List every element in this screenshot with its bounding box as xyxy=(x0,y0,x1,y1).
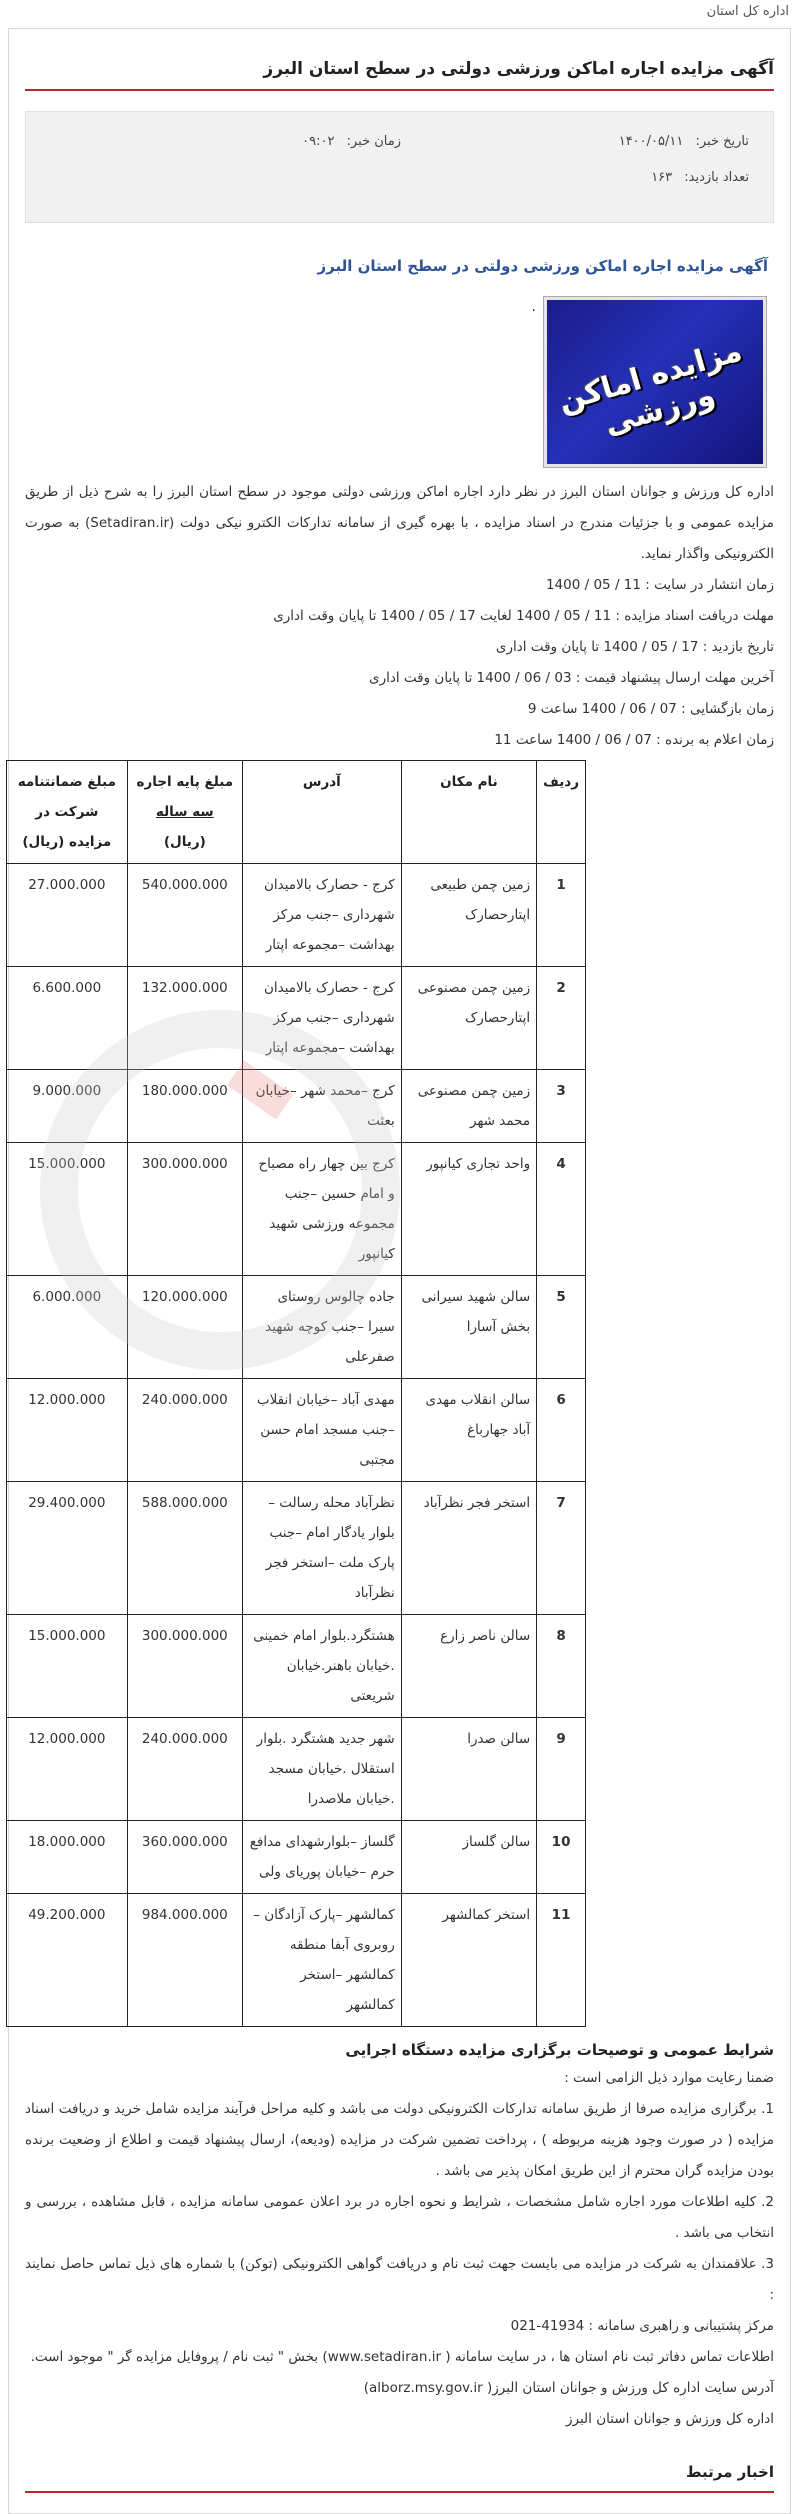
intro-paragraph: اداره کل ورزش و جوانان استان البرز در نظر دارد اجاره اماکن ورزشی دولتی موجود در سطح استان البرز را به شرح ذیل از طریق مزایده عمومی و با جزئیات مندرج در اسناد مزایده ، با بهره گیری از سامانه تدارکات الکترو نیکی دولت (Setadiran.ir) به صورت الکترونیکی واگذار نماید. xyxy=(25,484,774,562)
base-rent: 360.000.000 xyxy=(127,1821,242,1894)
table-row xyxy=(7,1821,586,1894)
row-number: 2 xyxy=(537,967,586,1070)
news-views xyxy=(651,170,749,185)
news-time-label: زمان خبر: xyxy=(346,134,401,149)
news-date-label: تاریخ خبر: xyxy=(695,134,749,149)
deposit-amount: 9.000.000 xyxy=(7,1070,128,1143)
row-number: 8 xyxy=(537,1615,586,1718)
place-name: استخر فجر نظرآباد xyxy=(401,1482,536,1615)
place-name: سالن ناصر زارع xyxy=(401,1615,536,1718)
place-name: سالن شهید سیرانی بخش آسارا xyxy=(401,1276,536,1379)
place-address: شهر جدید هشتگرد .بلوار استقلال .خیابان مسجد .خیابان ملاصدرا xyxy=(242,1718,401,1821)
banner-area xyxy=(25,297,774,477)
org-site-line[interactable]: آدرس سایت اداره کل ورزش و جوانان استان البرز( alborz.msy.gov.ir) xyxy=(363,2380,774,2396)
base-rent: 240.000.000 xyxy=(127,1379,242,1482)
row-number: 6 xyxy=(537,1379,586,1482)
deposit-amount: 18.000.000 xyxy=(7,1821,128,1894)
table-row xyxy=(7,967,586,1070)
deposit-amount: 12.000.000 xyxy=(7,1379,128,1482)
banner-text: مزایده اماکن ورزشی xyxy=(554,333,746,443)
related-news-heading: اخبار مرتبط xyxy=(25,2441,774,2493)
header-address: آدرس xyxy=(242,761,401,864)
table-row xyxy=(7,1482,586,1615)
news-time xyxy=(302,134,401,149)
news-views-value: ۱۶۳ xyxy=(651,170,673,185)
place-address: کرج - حصارک بالامیدان شهرداری –جنب مرکز بهداشت –مجموعه اپتار xyxy=(242,967,401,1070)
deposit-amount: 15.000.000 xyxy=(7,1143,128,1276)
deposit-amount: 6.000.000 xyxy=(7,1276,128,1379)
conditions-title: شرایط عمومی و توصیحات برگزاری مزایده دستگاه اجرایی xyxy=(345,2041,774,2059)
base-rent: 540.000.000 xyxy=(127,864,242,967)
place-address: کمالشهر –پارک آزادگان –روبروی آبفا منطقه کمالشهر –استخر کمالشهر xyxy=(242,1894,401,2027)
conditions-body xyxy=(25,2063,774,2435)
deposit-amount: 49.200.000 xyxy=(7,1894,128,2027)
place-address: نظرآباد محله رسالت –بلوار یادگار امام –جنب پارک ملت –استخر فجر نظرآباد xyxy=(242,1482,401,1615)
place-address: کرج –محمد شهر –خیابان بعثت xyxy=(242,1070,401,1143)
place-name: زمین چمن مصنوعی اپتارحصارک xyxy=(401,967,536,1070)
base-rent: 180.000.000 xyxy=(127,1070,242,1143)
place-name: زمین چمن طبیعی اپتارحصارک xyxy=(401,864,536,967)
top-breadcrumb[interactable] xyxy=(0,0,799,28)
base-rent: 132.000.000 xyxy=(127,967,242,1070)
base-rent: 240.000.000 xyxy=(127,1718,242,1821)
place-address: مهدی آباد –خیابان انقلاب –جنب مسجد امام حسن مجتبی xyxy=(242,1379,401,1482)
table-row xyxy=(7,1379,586,1482)
base-rent: 984.000.000 xyxy=(127,1894,242,2027)
deposit-amount: 29.400.000 xyxy=(7,1482,128,1615)
place-name: سالن صدرا xyxy=(401,1718,536,1821)
org-signature-line: اداره کل ورزش و جوانان استان البرز xyxy=(566,2411,774,2427)
place-name: واحد تجاری کیانپور xyxy=(401,1143,536,1276)
table-row xyxy=(7,1894,586,2027)
article-container xyxy=(8,28,791,2514)
header-base-rent-line2: سه ساله xyxy=(155,804,214,820)
place-name: استخر کمالشهر xyxy=(401,1894,536,2027)
table-row xyxy=(7,1070,586,1143)
page-title: آگهی مزایده اجاره اماکن ورزشی دولتی در سطح استان البرز xyxy=(25,39,774,91)
auction-banner-image xyxy=(544,297,766,467)
row-number: 4 xyxy=(537,1143,586,1276)
article-body xyxy=(25,477,774,756)
row-number: 11 xyxy=(537,1894,586,2027)
news-date xyxy=(619,134,749,149)
table-row xyxy=(7,1276,586,1379)
visit-date-line: تاریخ بازدید : 17 / 05 / 1400 تا پایان وقت اداری xyxy=(495,639,774,655)
row-number: 9 xyxy=(537,1718,586,1821)
news-views-label: تعداد بازدید: xyxy=(684,170,749,185)
table-row xyxy=(7,864,586,967)
base-rent: 300.000.000 xyxy=(127,1615,242,1718)
deposit-amount: 27.000.000 xyxy=(7,864,128,967)
winner-announce-line: زمان اعلام به برنده : 07 / 06 / 1400 ساعت 11 xyxy=(494,732,774,748)
place-address: جاده چالوس روستای سیرا –جنب کوچه شهید صفرعلی xyxy=(242,1276,401,1379)
header-base-rent xyxy=(127,761,242,864)
article-title: آگهی مزایده اجاره اماکن ورزشی دولتی در سطح استان البرز xyxy=(317,257,768,275)
condition-item-2: 2. کلیه اطلاعات مورد اجاره شامل مشخصات ، شرایط و نحوه اجاره در برد اعلان عمومی سامانه مزایده ، قابل مشاهده ، بررسی و انتخاب می باشد . xyxy=(25,2194,774,2241)
bid-deadline-line: آخرین مهلت ارسال پیشنهاد قیمت : 03 / 06 / 1400 تا پایان وقت اداری xyxy=(369,670,774,686)
condition-item-3: 3. علاقمندان به شرکت در مزایده می بایست جهت ثبت نام و دریافت گواهی الکترونیکی (توکن) با شماره های ذیل تماس حاصل نمایند : xyxy=(25,2256,774,2303)
base-rent: 588.000.000 xyxy=(127,1482,242,1615)
table-row xyxy=(7,1718,586,1821)
table-header-row xyxy=(7,761,586,864)
table-row xyxy=(7,1143,586,1276)
row-number: 5 xyxy=(537,1276,586,1379)
header-base-rent-line3: (ریال) xyxy=(163,834,206,850)
auction-table xyxy=(6,760,586,2027)
news-time-value: ۰۹:۰۲ xyxy=(302,134,335,149)
deposit-amount: 12.000.000 xyxy=(7,1718,128,1821)
row-number: 10 xyxy=(537,1821,586,1894)
base-rent: 120.000.000 xyxy=(127,1276,242,1379)
topbar-org-label[interactable]: اداره کل استان xyxy=(706,4,789,19)
header-base-rent-line1: مبلغ پایه اجاره xyxy=(136,774,234,790)
table-row xyxy=(7,1615,586,1718)
banner-dot: . xyxy=(531,299,536,315)
conditions-intro: ضمنا رعایت موارد ذیل الزامی است : xyxy=(564,2070,774,2086)
deposit-amount: 15.000.000 xyxy=(7,1615,128,1718)
place-address: هشتگرد.بلوار امام خمینی .خیابان باهنر.خیابان شریعتی xyxy=(242,1615,401,1718)
header-place-name: نام مکان xyxy=(401,761,536,864)
base-rent: 300.000.000 xyxy=(127,1143,242,1276)
place-address: گلساز –بلوارشهدای مدافع حرم –خیابان پوریای ولی xyxy=(242,1821,401,1894)
deposit-amount: 6.600.000 xyxy=(7,967,128,1070)
row-number: 1 xyxy=(537,864,586,967)
docs-deadline-line: مهلت دریافت اسناد مزایده : 11 / 05 / 1400 لغایت 17 / 05 / 1400 تا پایان وقت اداری xyxy=(273,608,774,624)
place-name: زمین چمن مصنوعی محمد شهر xyxy=(401,1070,536,1143)
place-name: سالن انقلاب مهدی آباد جهارباغ xyxy=(401,1379,536,1482)
opening-time-line: زمان بازگشایی : 07 / 06 / 1400 ساعت 9 xyxy=(527,701,774,717)
registration-contact-line: اطلاعات تماس دفاتر ثبت نام استان ها ، در سایت سامانه ( www.setadiran.ir) بخش " ثبت نام / پروفایل مزایده گر " موجود است. xyxy=(30,2349,774,2365)
support-center-line: مرکز پشتیبانی و راهبری سامانه : 41934-021 xyxy=(510,2318,774,2334)
place-name: سالن گلساز xyxy=(401,1821,536,1894)
place-address: کرج بین چهار راه مصباح و امام حسین –جنب مجموعه ورزشی شهید کیانپور xyxy=(242,1143,401,1276)
header-row-number: ردیف xyxy=(537,761,586,864)
condition-item-1: 1. برگزاری مزایده صرفا از طریق سامانه تدارکات الکترونیکی دولت می باشد و کلیه مراحل فرآیند مزایده شامل خرید و دریافت اسناد مزایده ( در صورت وجود هزینه مربوطه ) ، پرداخت تضمین شرکت در مزایده (ودیعه)، ارسال پیشنهاد قیمت و اطلاع از وضعیت برنده بودن مزایده گران محترم از این طریق امکان پذیر می باشد . xyxy=(25,2101,774,2179)
row-number: 3 xyxy=(537,1070,586,1143)
publish-date-line: زمان انتشار در سایت : 11 / 05 / 1400 xyxy=(545,577,774,593)
row-number: 7 xyxy=(537,1482,586,1615)
news-date-value: ۱۴۰۰/۰۵/۱۱ xyxy=(618,134,684,149)
place-address: کرج - حصارک بالامیدان شهرداری –جنب مرکز بهداشت –مجموعه اپتار xyxy=(242,864,401,967)
news-meta-box xyxy=(25,111,774,223)
header-deposit: مبلغ ضمانتنامه شرکت در مزایده (ریال) xyxy=(7,761,128,864)
